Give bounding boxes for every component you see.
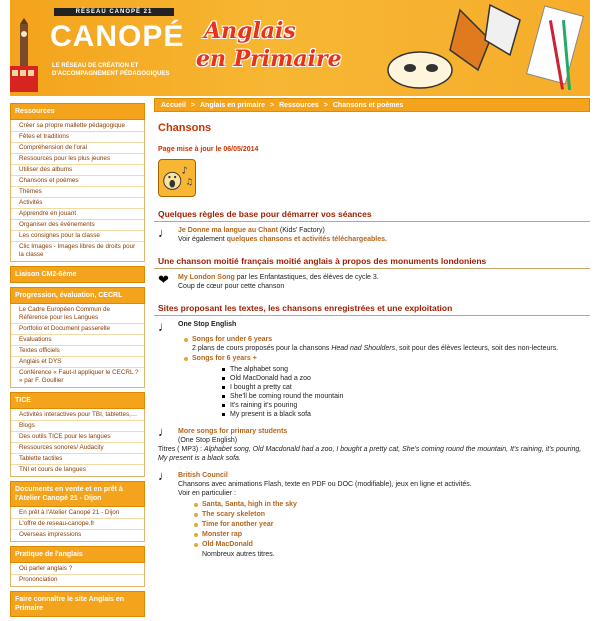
breadcrumb-item[interactable]: Chansons et poèmes <box>332 102 404 109</box>
resource-entry <box>154 465 590 561</box>
resource-link[interactable]: More songs for primary students <box>178 428 288 435</box>
section-heading: Quelques règles de base pour démarrer vos séances <box>154 205 590 222</box>
song-item: It's raining it's pouring <box>222 401 586 410</box>
breadcrumb-item[interactable]: Ressources <box>279 102 319 109</box>
sidebar-item[interactable]: Tablette tactiles <box>11 454 144 465</box>
resource-text: Titres ( MP3) : <box>158 446 205 453</box>
sidebar-list <box>10 304 145 388</box>
site-header <box>10 0 590 96</box>
breadcrumb-item[interactable]: Anglais en primaire <box>200 102 265 109</box>
resource-link[interactable]: Je Donne ma langue au Chant <box>178 227 278 234</box>
sidebar-item[interactable]: Organiser des événements <box>11 220 144 231</box>
list-item <box>192 530 586 539</box>
breadcrumb <box>154 98 590 112</box>
sidebar-heading[interactable]: Faire connaître le site Anglais en Primaire <box>10 591 145 617</box>
svg-text:♪: ♪ <box>181 165 188 177</box>
singing-icon <box>158 159 196 197</box>
sidebar-heading[interactable]: TICE <box>10 392 145 409</box>
sidebar-section-documents <box>10 481 145 542</box>
list-item <box>182 335 586 353</box>
resource-text: Nombreux autres titres. <box>202 551 275 558</box>
song-item: The alphabet song <box>222 365 586 374</box>
masks-illustration <box>360 0 590 96</box>
sidebar-item[interactable]: Blogs <box>11 421 144 432</box>
sidebar-item[interactable]: Prononciation <box>19 576 58 583</box>
sidebar-item[interactable]: Oú parler anglais ? <box>11 564 144 575</box>
song-list <box>222 365 586 419</box>
sidebar-section-faire-connaitre <box>10 591 145 617</box>
logo-wordmark: CANOPÉ <box>50 20 185 53</box>
resource-entry <box>154 269 590 293</box>
logo-subtitle: LE RÉSEAU DE CRÉATION ET D'ACCOMPAGNEMENT PÉDAGOGIQUES <box>52 63 170 77</box>
canope-logo[interactable] <box>44 8 186 90</box>
list-item <box>182 354 586 363</box>
downloads-link[interactable]: quelques chansons et activités téléchargeables. <box>226 236 387 243</box>
list-item <box>192 500 586 509</box>
sidebar-item[interactable]: Textes officiels <box>11 346 144 357</box>
heart-icon: ❤ <box>158 272 169 287</box>
sidebar-item[interactable]: Activités <box>11 198 144 209</box>
sidebar-list <box>10 120 145 262</box>
svg-text:♫: ♫ <box>185 177 194 188</box>
sidebar-item[interactable]: Créer sa propre mallette pédagogique <box>11 121 144 132</box>
sidebar-item[interactable]: TNI et cours de langues <box>19 466 86 473</box>
sidebar-item[interactable]: Ressources sonores/ Audacity <box>11 443 144 454</box>
song-link[interactable]: The scary skeleton <box>202 511 266 518</box>
resource-text: , soit pour des élèves lecteurs, soit des non-lecteurs. <box>395 345 559 352</box>
list-item <box>192 510 586 519</box>
sidebar-section-tice <box>10 392 145 477</box>
music-note-icon: ♩ <box>158 225 171 240</box>
resource-entry <box>154 316 590 421</box>
breadcrumb-separator: > <box>269 102 275 109</box>
main-content <box>154 98 590 561</box>
resource-text: Coup de cœur pour cette chanson <box>178 283 285 290</box>
london-illustration <box>10 18 40 94</box>
sublist <box>182 335 586 363</box>
sidebar-list <box>10 409 145 477</box>
sidebar-item[interactable]: En prêt à l'Atelier Canopé 21 - Dijon <box>11 508 144 519</box>
music-note-icon: ♩ <box>158 468 171 483</box>
song-title: Head nad Shoulders <box>331 345 396 352</box>
resource-text: Chansons avec animations Flash, texte en PDF ou DOC (modifiable), jeux en ligne et activités. <box>178 481 472 488</box>
sidebar <box>10 103 145 621</box>
list-item <box>192 520 586 529</box>
sidebar-item[interactable]: L'offre de reseau-canope.fr <box>11 519 144 530</box>
song-link[interactable]: Monster rap <box>202 531 243 538</box>
sidebar-item[interactable]: Le Cadre Européen Commun de Référence pour les Langues <box>11 305 144 324</box>
sidebar-heading[interactable]: Liaison CM2-6ème <box>10 266 145 283</box>
section-heading: Une chanson moitié français moitié anglais à propos des monuments londoniens <box>154 252 590 269</box>
song-link[interactable]: Old MacDonald <box>202 541 253 548</box>
sidebar-item[interactable]: Chansons et poèmes <box>11 176 144 187</box>
sidebar-list <box>10 507 145 542</box>
list-item <box>192 540 586 549</box>
sidebar-item[interactable]: Les consignes pour la classe <box>11 231 144 242</box>
resource-text: Voir également <box>178 236 227 243</box>
sidebar-item[interactable]: Activités interactives pour TBI, tablettes,… <box>11 410 144 421</box>
section-heading: Sites proposant les textes, les chansons enregistrées et une exploitation <box>154 299 590 316</box>
sidebar-item[interactable]: Evaluations <box>11 335 144 346</box>
sidebar-item[interactable]: Anglais et DYS <box>11 357 144 368</box>
resource-link[interactable]: Songs for 6 years + <box>192 355 257 362</box>
sidebar-heading[interactable]: Ressources <box>10 103 145 120</box>
sidebar-heading[interactable]: Documents en vente et en prêt à l'Atelier Canopé 21 - Dijon <box>10 481 145 507</box>
sidebar-list <box>10 563 145 587</box>
sidebar-item[interactable]: Des outils TICE pour les langues <box>11 432 144 443</box>
sidebar-item[interactable]: Thèmes <box>11 187 144 198</box>
resource-link[interactable]: My London Song <box>178 274 235 281</box>
song-item: She'll be coming round the mountain <box>222 392 586 401</box>
music-note-icon: ♩ <box>158 319 171 334</box>
sidebar-item[interactable]: Apprendre en jouant <box>11 209 144 220</box>
site-title-line2: en Primaire <box>196 46 342 72</box>
sidebar-item[interactable]: Ressources pour les plus jeunes <box>11 154 144 165</box>
sidebar-item[interactable]: Overseas impressions <box>19 531 82 538</box>
resource-link[interactable]: British Council <box>178 472 228 479</box>
breadcrumb-item[interactable]: Accueil <box>161 102 186 109</box>
song-link[interactable]: Santa, Santa, high in the sky <box>202 501 297 508</box>
song-item: Old MacDonald had a zoo <box>222 374 586 383</box>
song-item: I bought a pretty cat <box>222 383 586 392</box>
sublist <box>192 500 586 549</box>
sidebar-section-ressources <box>10 103 145 262</box>
sidebar-item[interactable]: Conférence « Faut-il appliquer le CECRL ? » par F. Goullier <box>19 369 139 384</box>
logo-tagline: RÉSEAU CANOPÉ 21 <box>54 8 174 16</box>
resource-entry <box>154 421 590 465</box>
breadcrumb-separator: > <box>323 102 328 109</box>
sidebar-item[interactable]: Fêtes et traditions <box>11 132 144 143</box>
resource-entry <box>154 222 590 246</box>
music-note-icon: ♩ <box>158 424 171 439</box>
resource-source: (Kids' Factory) <box>277 227 325 234</box>
sidebar-item[interactable]: Compréhension de l'oral <box>11 143 144 154</box>
song-link[interactable]: Time for another year <box>202 521 274 528</box>
resource-link[interactable]: Songs for under 6 years <box>192 336 273 343</box>
sidebar-section-pratique <box>10 546 145 587</box>
update-date: Page mise à jour le 06/05/2014 <box>158 146 259 153</box>
page-title: Chansons <box>158 122 212 134</box>
sidebar-item[interactable]: Portfolio et Document passerelle <box>11 324 144 335</box>
sidebar-section-liaison <box>10 266 145 283</box>
site-title-line1: Anglais <box>204 18 296 44</box>
song-titles: Alphabet song, Old Macdonald had a zoo, I bought a pretty cat, She's coming round the mountain, It's raining, it's pouring, My present is a black sofa. <box>158 446 582 462</box>
sidebar-item[interactable]: Utiliser des albums <box>11 165 144 176</box>
sidebar-heading[interactable]: Progression, évaluation, CECRL <box>10 287 145 304</box>
sidebar-heading[interactable]: Pratique de l'anglais <box>10 546 145 563</box>
sidebar-section-progression <box>10 287 145 388</box>
breadcrumb-separator: > <box>190 102 195 109</box>
resource-text: (One Stop English) <box>178 437 238 444</box>
resource-text: Voir en particulier : <box>178 490 236 497</box>
resource-title: One Stop English <box>178 321 237 328</box>
resource-text: 2 plans de cours proposés pour la chansons <box>192 345 332 352</box>
song-item: My present is a black sofa <box>222 410 586 419</box>
sidebar-item[interactable]: Clic Images - Images libres de droits pour la classe <box>19 243 136 258</box>
resource-text: par les Enfantastiques, des élèves de cycle 3. <box>234 274 379 281</box>
